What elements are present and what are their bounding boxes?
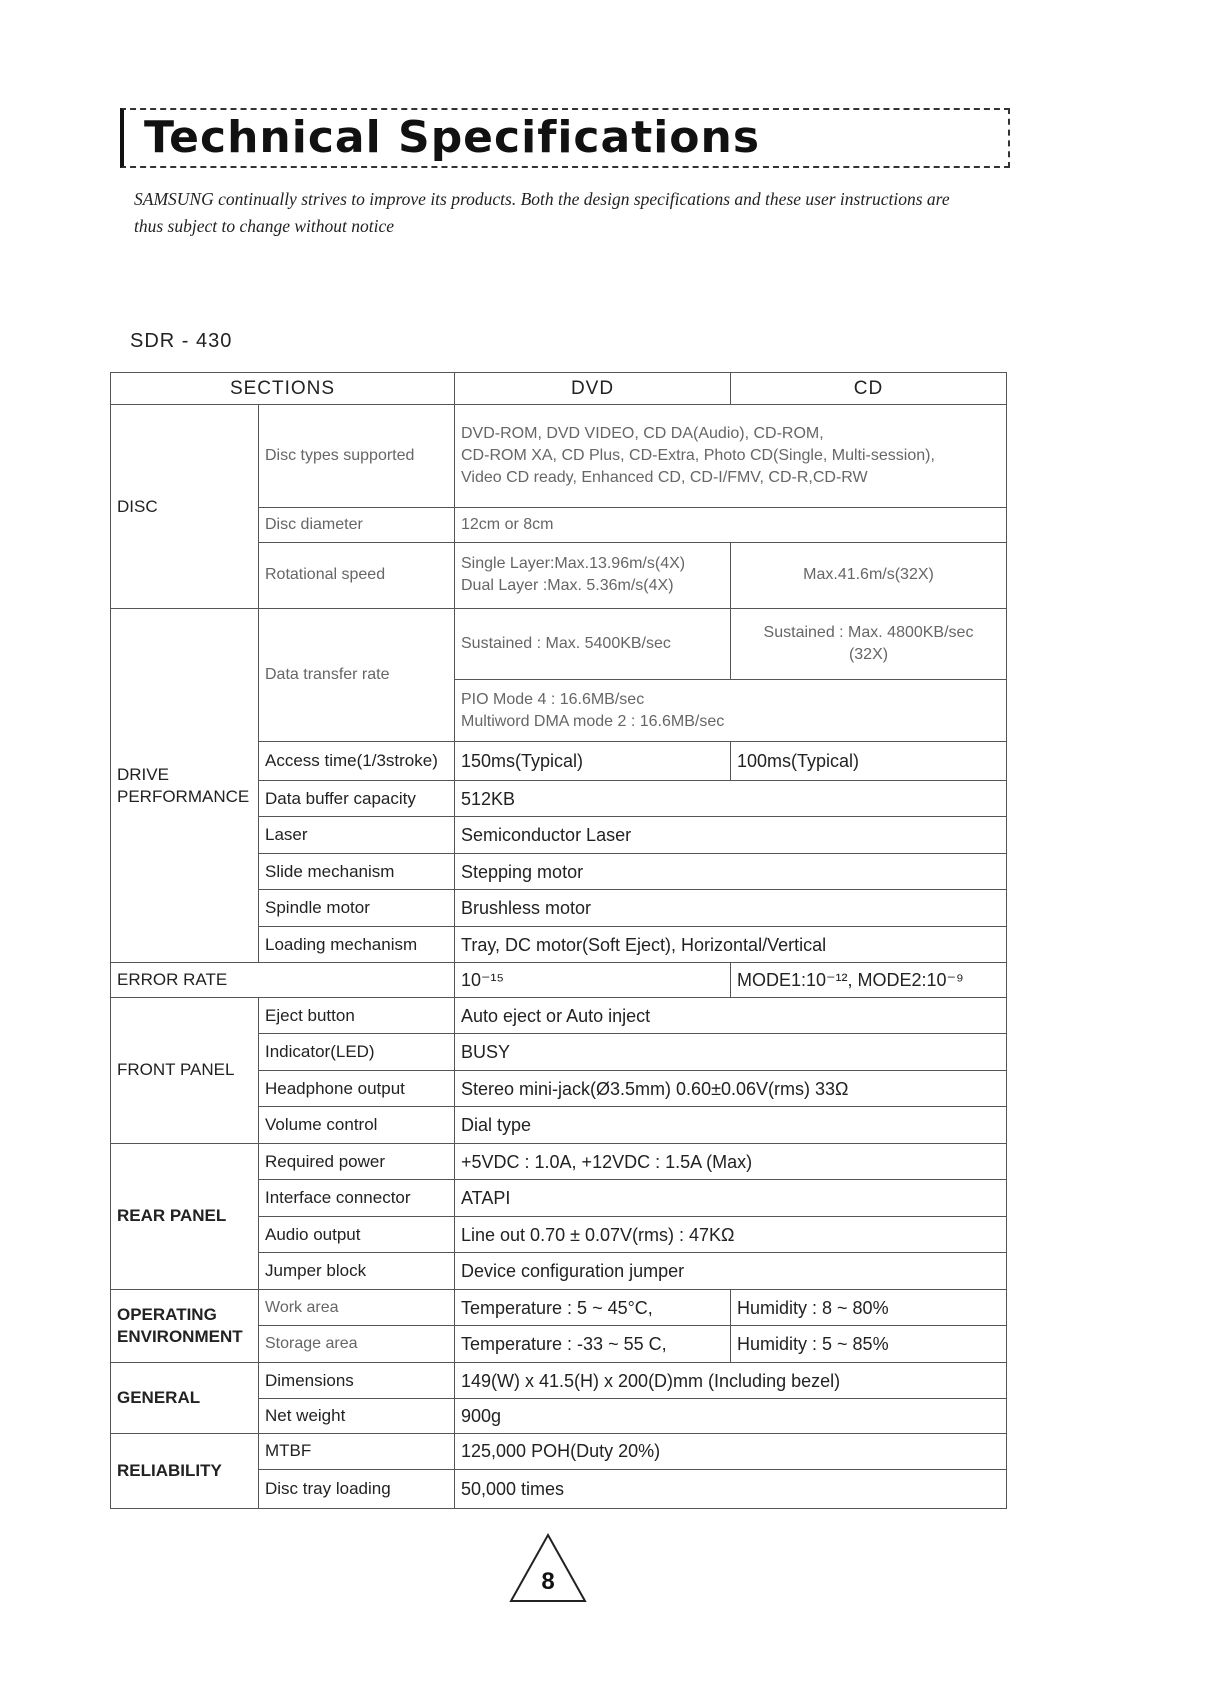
title-box (120, 108, 1010, 168)
header-dvd: DVD (455, 373, 731, 405)
section-general: GENERAL (111, 1362, 259, 1433)
transfer-rate-common (455, 680, 1007, 742)
interface-value: ATAPI (455, 1180, 1007, 1217)
access-time-dvd: 150ms(Typical) (455, 742, 731, 781)
table-row (111, 405, 1007, 508)
eject-value: Auto eject or Auto inject (455, 997, 1007, 1034)
indicator-label: Indicator(LED) (259, 1034, 455, 1071)
indicator-value: BUSY (455, 1034, 1007, 1071)
eject-label: Eject button (259, 997, 455, 1034)
jumper-label: Jumper block (259, 1253, 455, 1290)
dimensions-value: 149(W) x 41.5(H) x 200(D)mm (Including bezel) (455, 1362, 1007, 1399)
work-area-humidity: Humidity : 8 ~ 80% (731, 1289, 1007, 1326)
storage-area-label: Storage area (259, 1326, 455, 1363)
spindle-value: Brushless motor (455, 890, 1007, 927)
jumper-value: Device configuration jumper (455, 1253, 1007, 1290)
error-rate-dvd: 10⁻¹⁵ (455, 963, 731, 997)
table-row (111, 963, 1007, 997)
section-reliability: RELIABILITY (111, 1433, 259, 1508)
mtbf-label: MTBF (259, 1433, 455, 1470)
laser-label: Laser (259, 817, 455, 854)
table-header-row (111, 373, 1007, 405)
section-disc: DISC (111, 405, 259, 609)
transfer-common-line-2: Multiword DMA mode 2 : 16.6MB/sec (461, 712, 725, 730)
section-front-panel: FRONT PANEL (111, 997, 259, 1143)
volume-value: Dial type (455, 1107, 1007, 1144)
disc-diameter-label: Disc diameter (259, 508, 455, 542)
access-time-cd: 100ms(Typical) (731, 742, 1007, 781)
page-number-badge (508, 1532, 588, 1604)
spindle-label: Spindle motor (259, 890, 455, 927)
table-row (111, 997, 1007, 1034)
section-operating-environment: OPERATING ENVIRONMENT (111, 1289, 259, 1362)
section-rear-panel: REAR PANEL (111, 1143, 259, 1289)
table-row (111, 1362, 1007, 1399)
header-cd: CD (731, 373, 1007, 405)
storage-area-humidity: Humidity : 5 ~ 85% (731, 1326, 1007, 1363)
disc-types-line-1: DVD-ROM, DVD VIDEO, CD DA(Audio), CD-ROM, (461, 425, 824, 443)
slide-value: Stepping motor (455, 853, 1007, 890)
model-name: SDR - 430 (130, 330, 233, 352)
spec-table (110, 372, 1007, 1509)
page-number: 8 (541, 1568, 555, 1595)
volume-label: Volume control (259, 1107, 455, 1144)
rotational-speed-label: Rotational speed (259, 542, 455, 609)
table-row (111, 609, 1007, 680)
section-error-rate: ERROR RATE (111, 963, 455, 997)
speed-dvd-line-1: Single Layer:Max.13.96m/s(4X) (461, 555, 686, 573)
disc-types-label: Disc types supported (259, 405, 455, 508)
rotational-speed-cd: Max.41.6m/s(32X) (731, 542, 1007, 609)
tray-loading-value: 50,000 times (455, 1470, 1007, 1509)
disc-types-line-2: CD-ROM XA, CD Plus, CD-Extra, Photo CD(Single, Multi-session), (461, 447, 935, 465)
storage-area-temperature: Temperature : -33 ~ 55 C, (455, 1326, 731, 1363)
transfer-rate-dvd: Sustained : Max. 5400KB/sec (455, 609, 731, 680)
work-area-temperature: Temperature : 5 ~ 45°C, (455, 1289, 731, 1326)
dimensions-label: Dimensions (259, 1362, 455, 1399)
power-label: Required power (259, 1143, 455, 1180)
table-row (111, 1289, 1007, 1326)
interface-label: Interface connector (259, 1180, 455, 1217)
header-sections: SECTIONS (111, 373, 455, 405)
error-rate-cd: MODE1:10⁻¹², MODE2:10⁻⁹ (731, 963, 1007, 997)
headphone-value: Stereo mini-jack(Ø3.5mm) 0.60±0.06V(rms) 33Ω (455, 1070, 1007, 1107)
transfer-cd-line-1: Sustained : Max. 4800KB/sec (763, 624, 974, 642)
transfer-common-line-1: PIO Mode 4 : 16.6MB/sec (461, 690, 645, 708)
table-row (111, 1143, 1007, 1180)
laser-value: Semiconductor Laser (455, 817, 1007, 854)
net-weight-label: Net weight (259, 1399, 455, 1433)
tray-loading-label: Disc tray loading (259, 1470, 455, 1509)
section-drive-performance: DRIVE PERFORMANCE (111, 609, 259, 963)
speed-dvd-line-2: Dual Layer :Max. 5.36m/s(4X) (461, 577, 674, 595)
power-value: +5VDC : 1.0A, +12VDC : 1.5A (Max) (455, 1143, 1007, 1180)
headphone-label: Headphone output (259, 1070, 455, 1107)
transfer-cd-line-2: (32X) (848, 646, 889, 664)
audio-value: Line out 0.70 ± 0.07V(rms) : 47KΩ (455, 1216, 1007, 1253)
audio-label: Audio output (259, 1216, 455, 1253)
mtbf-value: 125,000 POH(Duty 20%) (455, 1433, 1007, 1470)
transfer-rate-label: Data transfer rate (259, 609, 455, 742)
access-time-label: Access time(1/3stroke) (259, 742, 455, 781)
loading-label: Loading mechanism (259, 926, 455, 963)
rotational-speed-dvd (455, 542, 731, 609)
buffer-value: 512KB (455, 780, 1007, 817)
disc-types-line-3: Video CD ready, Enhanced CD, CD-I/FMV, CD-R,CD-RW (461, 469, 868, 487)
net-weight-value: 900g (455, 1399, 1007, 1433)
page-title: Technical Specifications (144, 112, 761, 163)
slide-label: Slide mechanism (259, 853, 455, 890)
table-row (111, 1433, 1007, 1470)
loading-value: Tray, DC motor(Soft Eject), Horizontal/Vertical (455, 926, 1007, 963)
disc-diameter-value: 12cm or 8cm (455, 508, 1007, 542)
disc-types-value (455, 405, 1007, 508)
transfer-rate-cd (731, 609, 1007, 680)
notice-text: SAMSUNG continually strives to improve its products. Both the design specifications and these user instructions are thus subject to change without notice (134, 189, 950, 236)
buffer-label: Data buffer capacity (259, 780, 455, 817)
work-area-label: Work area (259, 1289, 455, 1326)
